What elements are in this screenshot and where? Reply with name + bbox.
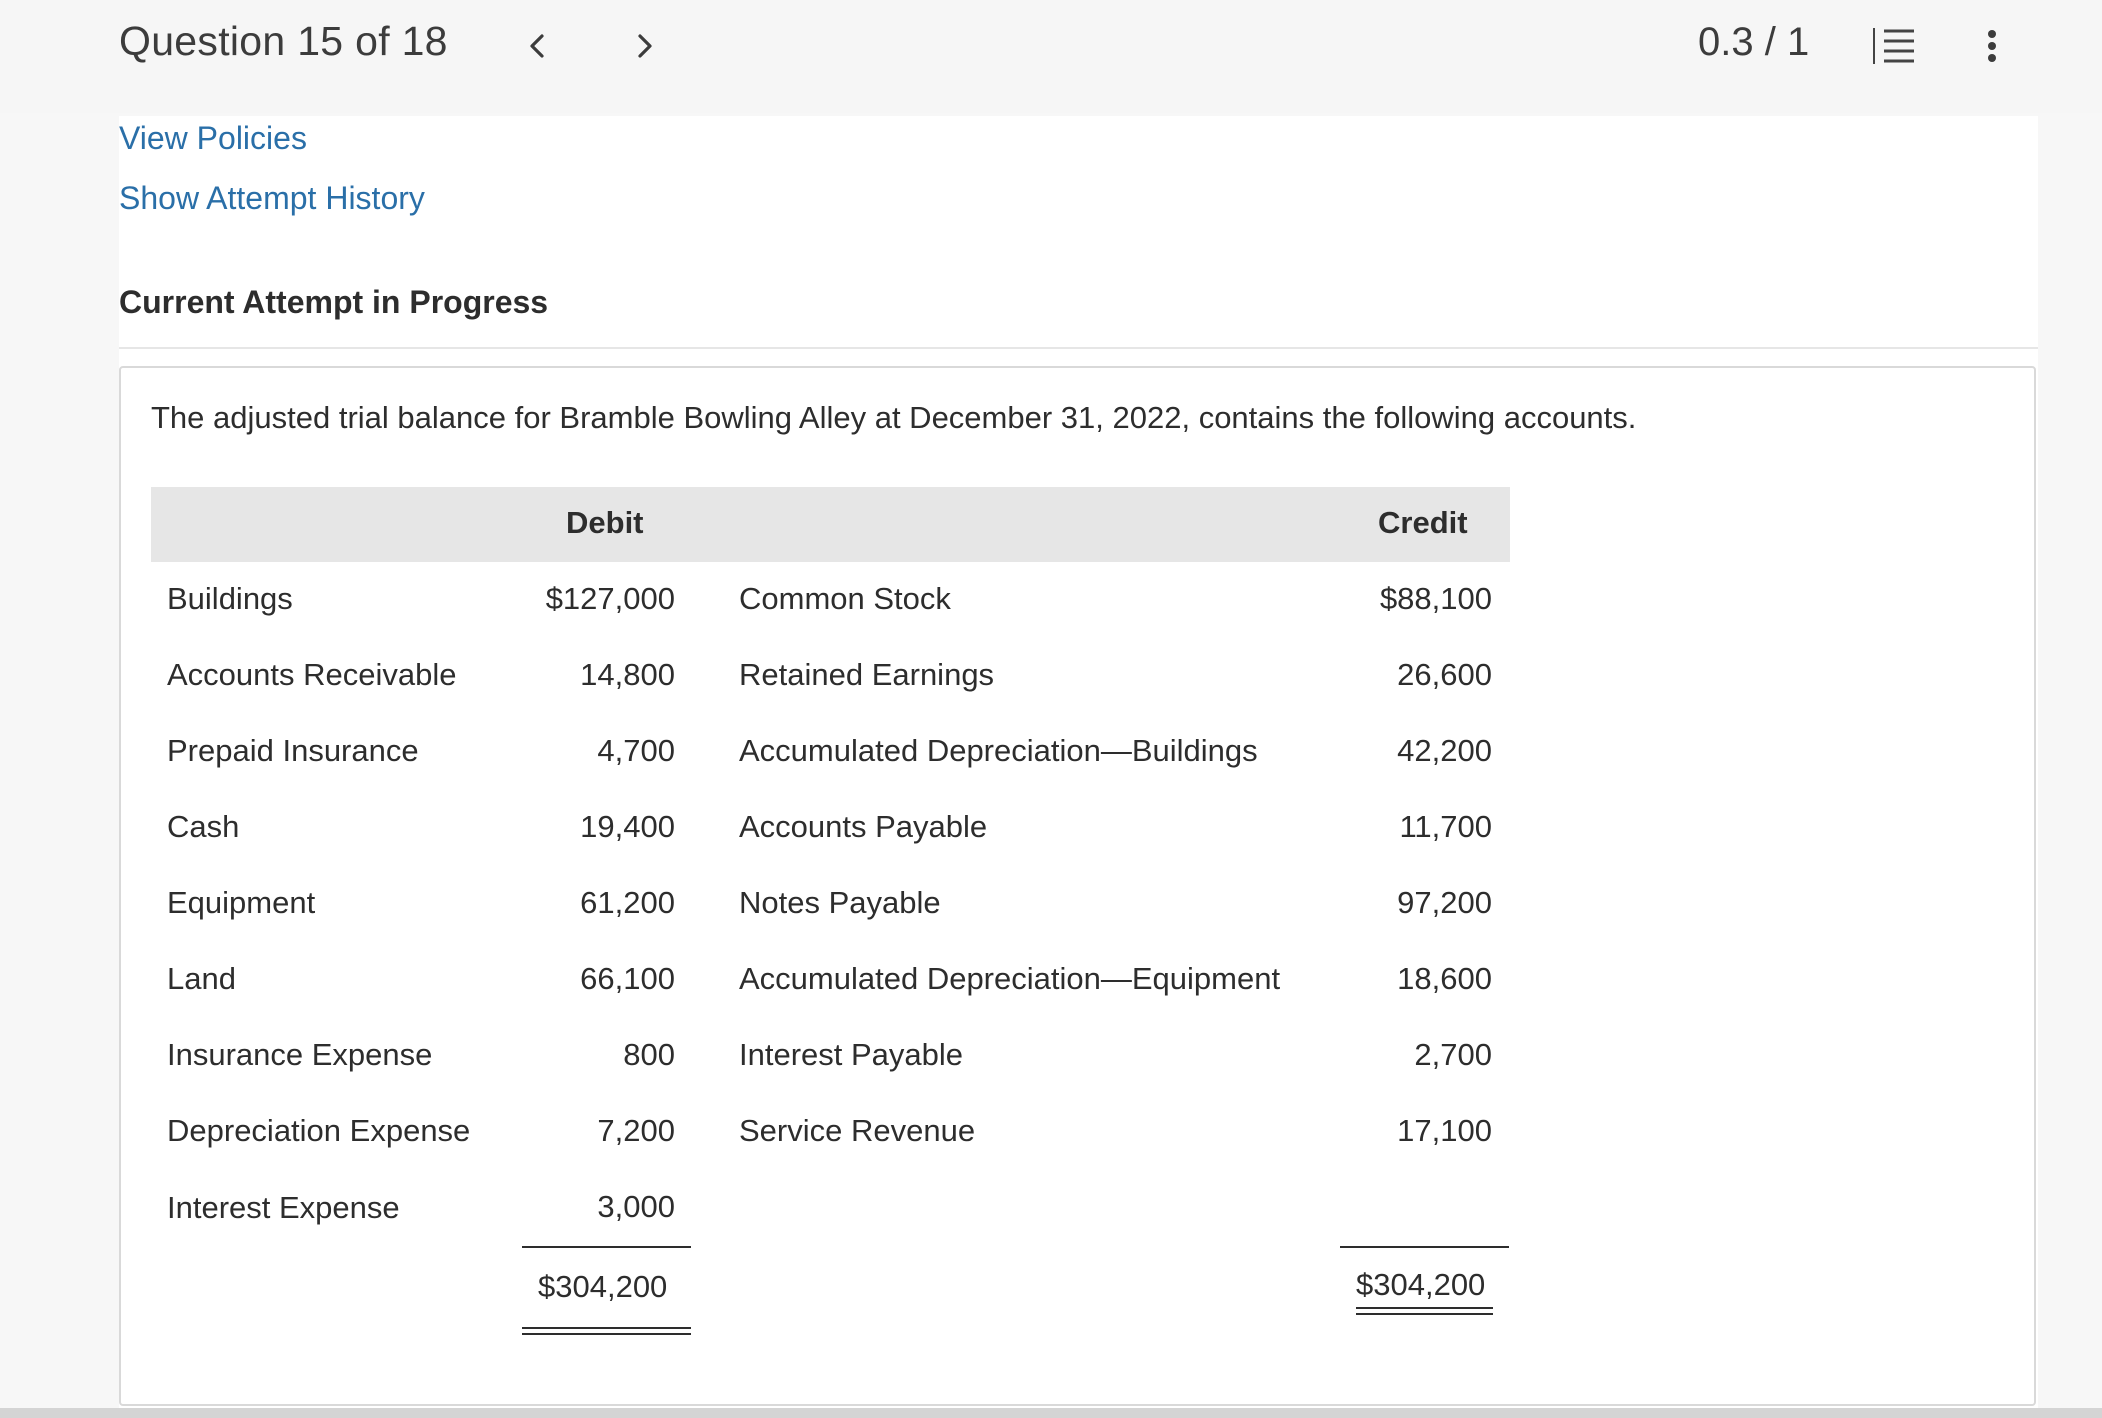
debit-amount: 66,100 xyxy=(580,961,675,996)
question-score: 0.3 / 1 xyxy=(1698,20,1810,64)
debit-column-header: Debit xyxy=(566,505,644,540)
debit-amount: 61,200 xyxy=(580,885,675,920)
bottom-edge xyxy=(0,1408,2102,1418)
chevron-right-icon xyxy=(624,22,664,70)
credit-amount: 2,700 xyxy=(1414,1037,1492,1072)
view-policies-link[interactable]: View Policies xyxy=(119,120,307,156)
credit-double-rule xyxy=(1356,1307,1493,1309)
debit-amount: $127,000 xyxy=(545,581,675,616)
credit-amount: 42,200 xyxy=(1397,733,1492,768)
debit-amount: 19,400 xyxy=(580,809,675,844)
credit-account: Accumulated Depreciation—Buildings xyxy=(739,733,1258,768)
debit-double-rule xyxy=(522,1327,691,1329)
attempt-heading: Current Attempt in Progress xyxy=(119,284,549,320)
debit-total: $304,200 xyxy=(538,1269,668,1304)
question-header xyxy=(0,0,2102,113)
debit-account: Prepaid Insurance xyxy=(167,733,419,768)
debit-account: Equipment xyxy=(167,885,316,920)
credit-account: Accounts Payable xyxy=(739,809,988,844)
more-options-button[interactable] xyxy=(1978,22,2006,70)
debit-amount: 7,200 xyxy=(597,1113,675,1148)
credit-double-rule xyxy=(1356,1313,1493,1315)
debit-account: Cash xyxy=(167,809,240,844)
credit-total: $304,200 xyxy=(1356,1267,1486,1302)
credit-account: Common Stock xyxy=(739,581,951,616)
debit-amount: 14,800 xyxy=(580,657,675,692)
numbered-list-icon xyxy=(1870,26,1918,66)
previous-question-button[interactable] xyxy=(518,22,558,70)
show-attempt-history-link[interactable]: Show Attempt History xyxy=(119,180,425,216)
credit-account: Accumulated Depreciation—Equipment xyxy=(739,961,1281,996)
credit-amount: 11,700 xyxy=(1399,809,1492,844)
vertical-dots-icon xyxy=(1978,22,2006,70)
question-counter: Question 15 of 18 xyxy=(119,18,448,64)
debit-double-rule xyxy=(522,1333,691,1335)
debit-amount: 3,000 xyxy=(597,1189,675,1224)
chevron-left-icon xyxy=(518,22,558,70)
credit-account: Service Revenue xyxy=(739,1113,976,1148)
credit-account: Interest Payable xyxy=(739,1037,964,1072)
trial-balance-header xyxy=(151,487,1510,562)
debit-amount: 4,700 xyxy=(597,733,675,768)
credit-total-rule xyxy=(1340,1246,1509,1248)
credit-account: Retained Earnings xyxy=(739,657,995,692)
debit-total-rule xyxy=(522,1246,691,1248)
debit-amount: 800 xyxy=(623,1037,675,1072)
credit-amount: 26,600 xyxy=(1397,657,1492,692)
debit-account: Depreciation Expense xyxy=(167,1113,471,1148)
question-text: The adjusted trial balance for Bramble Bowling Alley at December 31, 2022, contains the following accounts. xyxy=(151,400,1637,435)
credit-amount: $88,100 xyxy=(1379,581,1492,616)
credit-column-header: Credit xyxy=(1378,505,1468,540)
credit-amount: 17,100 xyxy=(1397,1113,1492,1148)
debit-account: Insurance Expense xyxy=(167,1037,433,1072)
debit-account: Accounts Receivable xyxy=(167,657,457,692)
credit-account: Notes Payable xyxy=(739,885,941,920)
credit-amount: 18,600 xyxy=(1397,961,1492,996)
section-divider xyxy=(119,347,2038,349)
question-list-button[interactable] xyxy=(1870,26,1918,66)
credit-amount: 97,200 xyxy=(1397,885,1492,920)
debit-account: Buildings xyxy=(167,581,293,616)
debit-account: Land xyxy=(167,961,236,996)
debit-account: Interest Expense xyxy=(167,1190,400,1225)
next-question-button[interactable] xyxy=(624,22,664,70)
